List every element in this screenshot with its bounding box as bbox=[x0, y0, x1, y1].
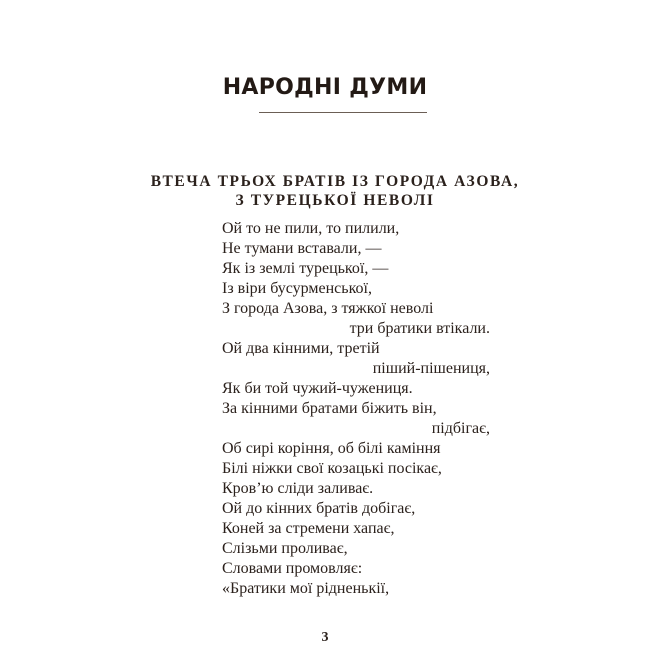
poem-line: Словами промовляє: bbox=[222, 560, 363, 577]
poem-line: Ой до кінних братів добігає, bbox=[222, 500, 416, 517]
poem-line: Як би той чужий-чужениця. bbox=[222, 380, 413, 397]
poem-title bbox=[150, 172, 520, 210]
poem-line: «Братики мої рідненькії, bbox=[222, 580, 390, 597]
poem-body bbox=[222, 219, 490, 599]
poem-line-continuation: три братики втікали. bbox=[349, 320, 490, 337]
poem-line: Ой два кінними, третій bbox=[222, 340, 380, 357]
poem-line: Об сирі коріння, об білі каміння bbox=[222, 440, 441, 457]
poem-line-continuation: підбігає, bbox=[431, 420, 490, 437]
section-title: НАРОДНІ ДУМИ bbox=[222, 75, 428, 100]
poem-line: Із віри бусурменської, bbox=[222, 280, 372, 297]
poem-line: Кров’ю сліди заливає. bbox=[222, 480, 374, 497]
poem-line: За кінними братами біжить він, bbox=[222, 400, 437, 417]
poem-title-line: З ТУРЕЦЬКОЇ НЕВОЛІ bbox=[235, 192, 435, 209]
poem-line: Не тумани вставали, — bbox=[222, 240, 382, 257]
poem-line: Ой то не пили, то пилили, bbox=[222, 220, 400, 237]
poem-title-line: ВТЕЧА ТРЬОХ БРАТІВ ІЗ ГОРОДА АЗОВА, bbox=[150, 173, 520, 190]
poem-line-continuation: піший-пішениця, bbox=[372, 360, 490, 377]
poem-line: Коней за стремени хапає, bbox=[222, 520, 395, 537]
title-divider bbox=[259, 112, 427, 113]
poem-line: З города Азова, з тяжкої неволі bbox=[222, 300, 434, 317]
poem-line: Як із землі турецької, — bbox=[222, 260, 389, 277]
poem-line: Слізьми проливає, bbox=[222, 540, 348, 557]
poem-line: Білі ніжки свої козацькі посікає, bbox=[222, 460, 442, 477]
page-number: 3 bbox=[321, 630, 329, 645]
